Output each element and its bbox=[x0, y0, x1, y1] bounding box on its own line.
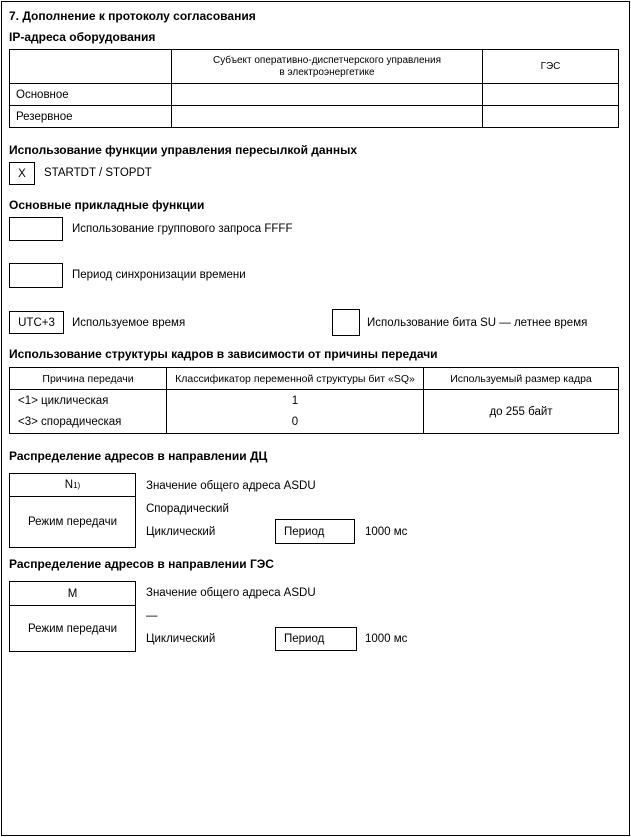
ip-row-reserve bbox=[10, 106, 619, 128]
dc-mode-line2: Циклический bbox=[146, 526, 216, 538]
ip-header-blank bbox=[10, 50, 172, 84]
ip-heading: IP-адреса оборудования bbox=[9, 30, 156, 44]
app-heading: Основные прикладные функции bbox=[9, 198, 205, 212]
time-field[interactable]: UTC+3 bbox=[9, 311, 64, 334]
frames-header-row bbox=[10, 368, 619, 390]
frames-header-reason: Причина передачи bbox=[10, 368, 167, 390]
frames-header-size: Используемый размер кадра bbox=[424, 368, 619, 390]
ges-period-field[interactable]: Период bbox=[275, 627, 357, 651]
dc-address-footnote: 1) bbox=[73, 480, 81, 490]
ip-header-subject-line2: в электроэнергетике bbox=[279, 66, 375, 78]
time-label: Используемое время bbox=[72, 317, 186, 329]
ip-header-row bbox=[10, 50, 619, 84]
frames-row-2-reason: <3> спорадическая bbox=[10, 412, 167, 434]
ip-header-subject-line1: Субъект оперативно-диспетчерского управления bbox=[212, 54, 442, 66]
ip-row-main-ges-value[interactable] bbox=[483, 84, 619, 106]
su-label: Использование бита SU — летнее время bbox=[367, 317, 588, 329]
dc-heading: Распределение адресов в направлении ДЦ bbox=[9, 449, 268, 463]
sync-period-field[interactable] bbox=[9, 263, 63, 288]
ip-row-reserve-subject-value[interactable] bbox=[172, 106, 483, 128]
transfer-checkbox[interactable]: X bbox=[9, 162, 35, 185]
dc-address-label: Значение общего адреса ASDU bbox=[146, 480, 316, 492]
ip-table bbox=[9, 49, 619, 128]
ip-row-main-subject-value[interactable] bbox=[172, 84, 483, 106]
dc-period-value: 1000 мс bbox=[365, 526, 408, 538]
ges-heading: Распределение адресов в направлении ГЭС bbox=[9, 557, 274, 571]
ges-mode-box: Режим передачи bbox=[9, 605, 136, 652]
frames-size: до 255 байт bbox=[424, 390, 619, 434]
transfer-label: STARTDT / STOPDT bbox=[44, 167, 152, 179]
frames-row-1-sq: 1 bbox=[167, 390, 424, 412]
group-query-label: Использование группового запроса FFFF bbox=[72, 223, 293, 235]
ip-row-main bbox=[10, 84, 619, 106]
ip-row-reserve-label: Резервное bbox=[10, 106, 172, 128]
frames-heading: Использование структуры кадров в зависимости от причины передачи bbox=[9, 347, 438, 361]
dc-mode-box: Режим передачи bbox=[9, 496, 136, 548]
group-query-field[interactable] bbox=[9, 217, 63, 241]
frames-row-1-reason: <1> циклическая bbox=[10, 390, 167, 412]
dc-mode-line1: Спорадический bbox=[146, 503, 229, 515]
frames-table bbox=[9, 367, 619, 434]
ges-mode-line1: — bbox=[146, 610, 158, 622]
ip-row-reserve-ges-value[interactable] bbox=[483, 106, 619, 128]
ges-period-value: 1000 мс bbox=[365, 633, 408, 645]
dc-address-field[interactable] bbox=[9, 473, 136, 497]
dc-address-value: N bbox=[64, 479, 74, 491]
dc-period-field[interactable]: Период bbox=[275, 519, 355, 544]
frames-row-2-sq: 0 bbox=[167, 412, 424, 434]
sync-period-label: Период синхронизации времени bbox=[72, 269, 246, 281]
frames-row bbox=[10, 390, 619, 412]
transfer-heading: Использование функции управления пересылкой данных bbox=[9, 143, 357, 157]
ges-mode-line2: Циклический bbox=[146, 633, 216, 645]
ip-row-main-label: Основное bbox=[10, 84, 172, 106]
section-title: 7. Дополнение к протоколу согласования bbox=[9, 9, 256, 23]
frames-header-sq: Классификатор переменной структуры бит «SQ» bbox=[167, 368, 424, 390]
ip-header-ges: ГЭС bbox=[483, 50, 619, 84]
ges-address-field[interactable]: M bbox=[9, 581, 136, 606]
su-checkbox[interactable] bbox=[332, 309, 360, 336]
ip-header-subject bbox=[172, 50, 483, 84]
ges-address-label: Значение общего адреса ASDU bbox=[146, 587, 316, 599]
